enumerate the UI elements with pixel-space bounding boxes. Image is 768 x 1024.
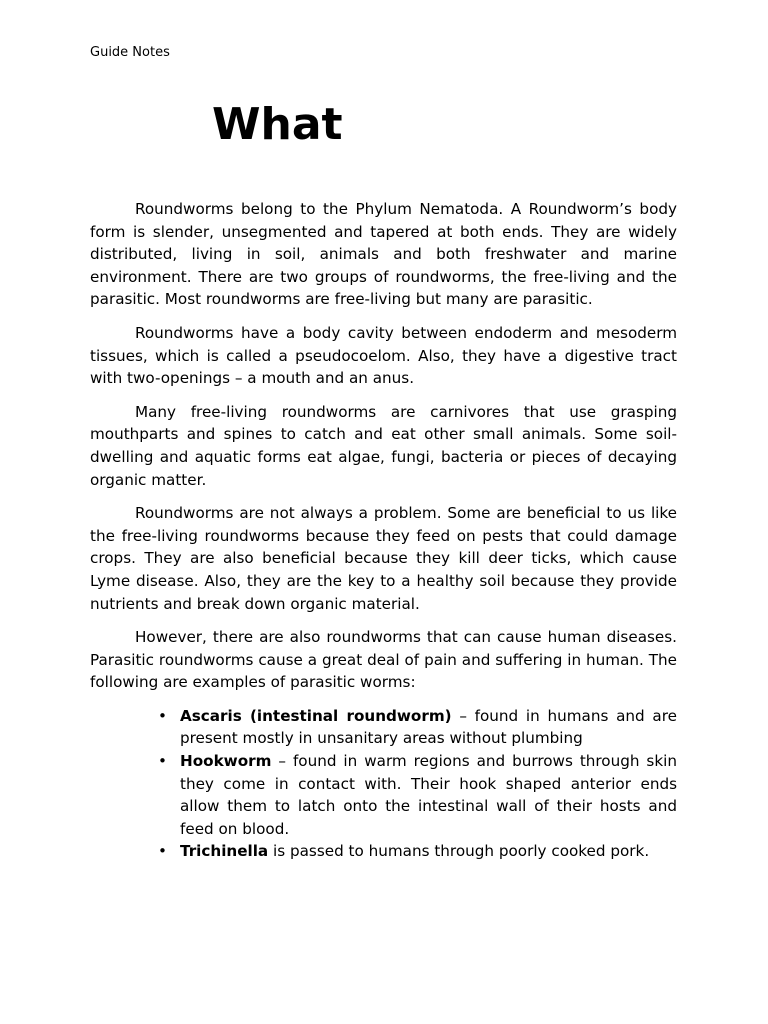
worm-description: is passed to humans through poorly cooked pork. bbox=[268, 842, 650, 861]
paragraph-diseases: However, there are also roundworms that can cause human diseases. Parasitic roundworms cause a great deal of pain and suffering in human. The following are examples of parasitic worms: bbox=[90, 628, 677, 692]
paragraph-intro: Roundworms belong to the Phylum Nematoda. A Roundworm’s body form is slender, unsegmented and tapered at both ends. They are widely distributed, living in soil, animals and both freshwater and marine environment. There are two groups of roundworms, the free-living and the parasitic. Most roundworms are free-living but many are parasitic. bbox=[90, 200, 677, 309]
list-item-ascaris bbox=[158, 705, 677, 750]
bullet-icon: • bbox=[158, 842, 167, 861]
worm-term: Hookworm bbox=[180, 752, 272, 771]
worm-description: – found in warm regions and burrows through skin they come in contact with. Their hook shaped anterior ends allow them to latch onto the intestinal wall of their hosts and feed on blood. bbox=[180, 752, 677, 838]
worm-description: – found in humans and are present mostly in unsanitary areas without plumbing bbox=[180, 706, 677, 748]
body-text bbox=[90, 198, 677, 863]
list-item-hookworm bbox=[158, 750, 677, 840]
paragraph-body-cavity: Roundworms have a body cavity between endoderm and mesoderm tissues, which is called a pseudocoelom. Also, they have a digestive tract with two-openings – a mouth and an anus. bbox=[90, 323, 677, 388]
parasitic-worm-list bbox=[90, 705, 677, 863]
worm-term: Ascaris (intestinal roundworm) bbox=[180, 706, 452, 725]
bullet-icon: • bbox=[158, 752, 167, 771]
list-item-trichinella bbox=[158, 840, 677, 863]
paragraph-benefits: Roundworms are not always a problem. Some are beneficial to us like the free-living roundworms because they feed on pests that could damage crops. They are also beneficial because they kill deer ticks, which cause Lyme disease. Also, they are the key to a healthy soil because they provide nutrients and break down organic material. bbox=[90, 504, 677, 613]
bullet-icon: • bbox=[158, 706, 167, 725]
header-label: Guide Notes bbox=[90, 45, 170, 60]
page-title: What bbox=[212, 99, 343, 150]
worm-term: Trichinella bbox=[180, 842, 269, 861]
paragraph-diet: Many free-living roundworms are carnivores that use grasping mouthparts and spines to catch and eat other small animals. Some soil-dwelling and aquatic forms eat algae, fungi, bacteria or pieces of decaying organic matter. bbox=[90, 402, 677, 489]
